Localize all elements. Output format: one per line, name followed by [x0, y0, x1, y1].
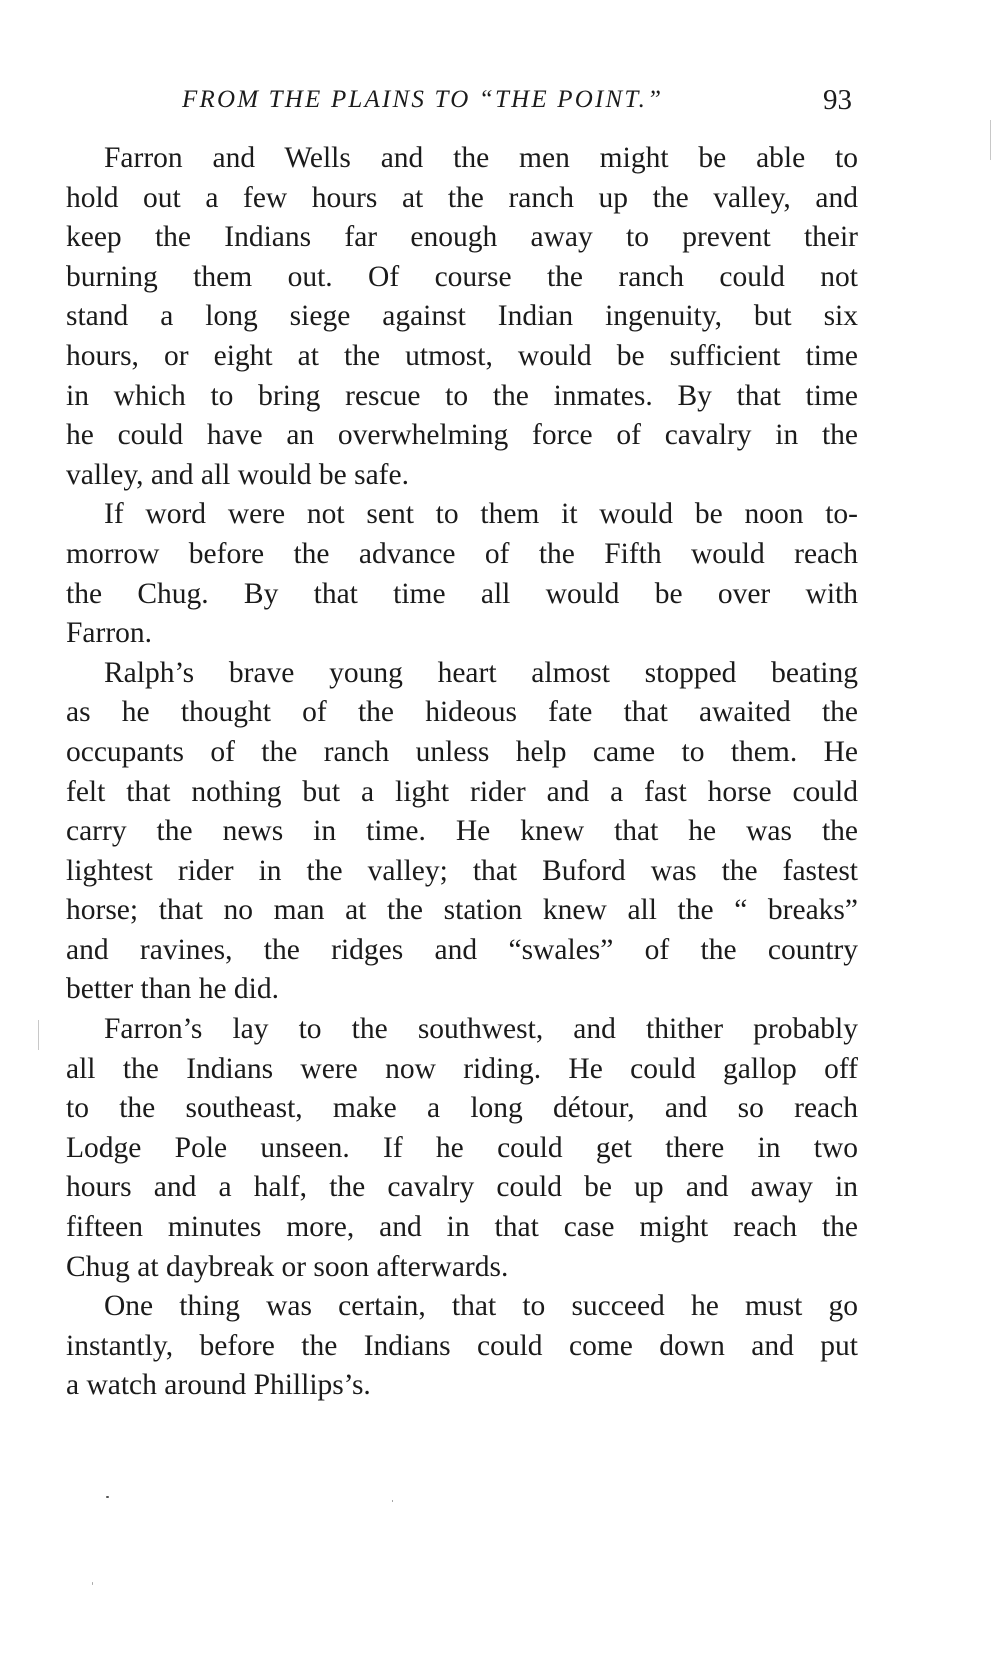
text-line: Lodge Pole unseen. If he could get there in two	[66, 1131, 858, 1164]
text-line: Farron and Wells and the men might be able to	[104, 142, 858, 174]
text-line: Farron’s lay to the southwest, and thither probably	[104, 1013, 858, 1046]
text-line: morrow before the advance of the Fifth would reach	[66, 537, 858, 570]
text-line: a watch around Phillips’s.	[66, 1369, 371, 1402]
paragraph	[66, 1010, 858, 1287]
paragraph	[66, 139, 858, 495]
text-line: horse; that no man at the station knew all the “ breaks”	[66, 894, 858, 927]
text-line: and ravines, the ridges and “swales” of the country	[66, 933, 858, 966]
text-line: he could have an overwhelming force of cavalry in the	[66, 419, 858, 452]
text-line: hold out a few hours at the ranch up the valley, and	[66, 181, 858, 214]
paper-speck	[92, 1582, 93, 1585]
text-line: burning them out. Of course the ranch could not	[66, 260, 858, 293]
paragraph	[66, 1287, 858, 1406]
text-line: If word were not sent to them it would be noon to-	[104, 498, 858, 531]
page-number: 93	[823, 84, 852, 116]
text-line: occupants of the ranch unless help came to them. He	[66, 735, 858, 768]
text-line: felt that nothing but a light rider and a fast horse could	[66, 775, 858, 808]
paper-speck	[392, 1500, 393, 1502]
text-line: in which to bring rescue to the inmates. By that time	[66, 379, 858, 412]
text-line: keep the Indians far enough away to prevent their	[66, 221, 858, 254]
text-line: to the southeast, make a long détour, and so reach	[66, 1092, 858, 1125]
text-line: Chug at daybreak or soon afterwards.	[66, 1250, 509, 1283]
text-line: Ralph’s brave young heart almost stopped beating	[104, 656, 858, 689]
text-line: all the Indians were now riding. He could gallop off	[66, 1052, 858, 1085]
page-edge-mark	[38, 1020, 39, 1050]
running-head: FROM THE PLAINS TO “THE POINT.”	[182, 86, 664, 113]
paragraph	[66, 654, 858, 1010]
text-line: the Chug. By that time all would be over with	[66, 577, 858, 610]
text-line: instantly, before the Indians could come down and put	[66, 1329, 858, 1362]
page-edge-mark	[990, 120, 991, 160]
text-line: hours, or eight at the utmost, would be sufficient time	[66, 339, 858, 372]
text-line: valley, and all would be safe.	[66, 458, 409, 491]
text-line: One thing was certain, that to succeed he must go	[104, 1290, 858, 1323]
text-line: Farron.	[66, 617, 153, 650]
paper-speck	[106, 1496, 109, 1498]
text-line: fifteen minutes more, and in that case might reach the	[66, 1211, 858, 1244]
body-text	[66, 139, 858, 1406]
paragraph	[66, 495, 858, 653]
text-line: carry the news in time. He knew that he was the	[66, 815, 858, 848]
page-header	[62, 84, 862, 124]
text-line: hours and a half, the cavalry could be up and away in	[66, 1171, 858, 1204]
text-line: lightest rider in the valley; that Buford was the fastest	[66, 854, 858, 887]
text-line: stand a long siege against Indian ingenuity, but six	[66, 300, 858, 333]
text-line: as he thought of the hideous fate that awaited the	[66, 696, 858, 729]
text-line: better than he did.	[66, 973, 279, 1006]
